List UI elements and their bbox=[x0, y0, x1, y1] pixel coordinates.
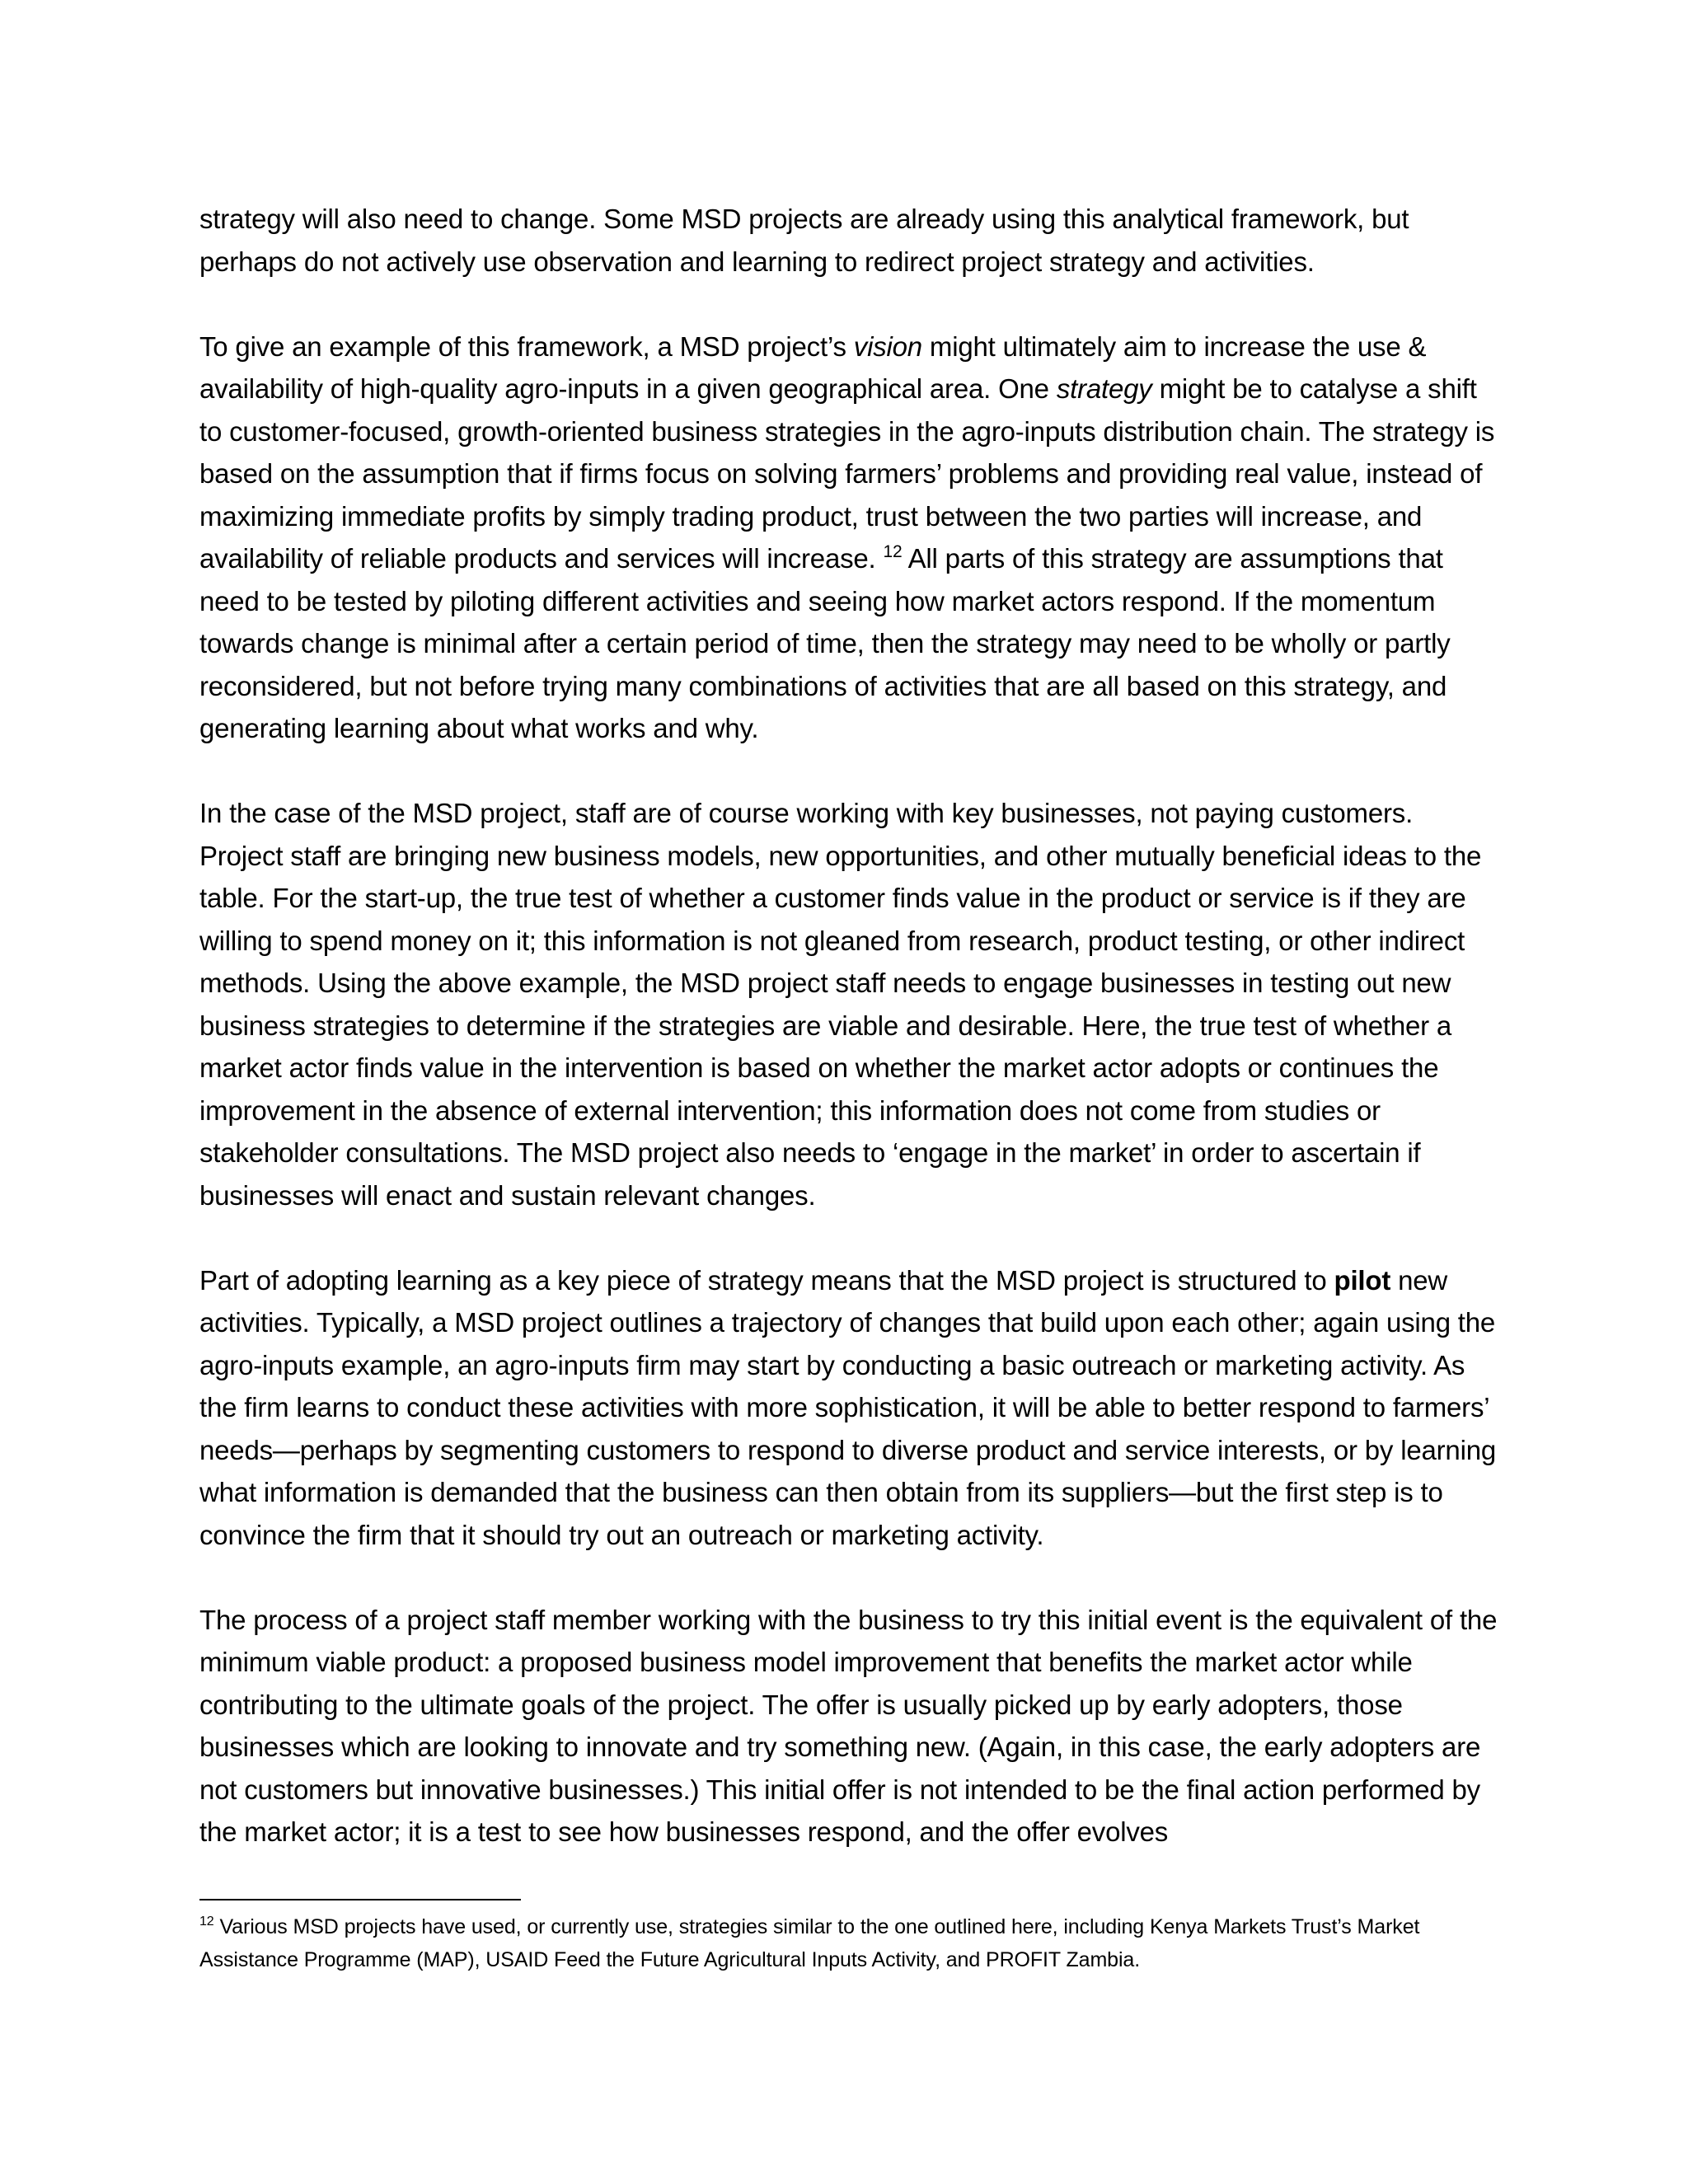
emphasis-vision: vision bbox=[853, 330, 922, 362]
footnote bbox=[199, 1910, 1502, 1976]
footnote-text: Various MSD projects have used, or currently use, strategies similar to the one outlined here, including Kenya Markets Trust’s Market Assistance Programme (MAP), USAID Feed the Future Agricultural Inputs Activity, and PROFIT Zambia. bbox=[199, 1915, 1420, 1971]
bold-pilot: pilot bbox=[1334, 1264, 1391, 1296]
body-text bbox=[199, 198, 1502, 1854]
paragraph-4: Part of adopting learning as a key piece of strategy means that the MSD project is structured to pilot new activities. Typically, a MSD project outlines a trajectory of changes that build upon each other; again using the agro-inputs example, an agro-inputs firm may start by conducting a basic outreach or marketing activity. As the firm learns to conduct these activities with more sophistication, it will be able to better respond to farmers’ needs—perhaps by segmenting customers to respond to diverse product and service interests, or by learning what information is demanded that the business can then obtain from its suppliers—but the first step is to convince the firm that it should try out an outreach or marketing activity. bbox=[199, 1264, 1497, 1550]
paragraph-3: In the case of the MSD project, staff are of course working with key businesses, not paying customers. Project staff are bringing new business models, new opportunities, and other mutually beneficial ideas to the table. For the start-up, the true test of whether a customer finds value in the product or service is if they are willing to spend money on it; this information is not gleaned from research, product testing, or other indirect methods. Using the above example, the MSD project staff needs to engage businesses in testing out new business strategies to determine if the strategies are viable and desirable. Here, the true test of whether a market actor finds value in the intervention is based on whether the market actor adopts or continues the improvement in the absence of external intervention; this information does not come from studies or stakeholder consultations. The MSD project also needs to ‘engage in the market’ in order to ascertain if businesses will enact and sustain relevant changes. bbox=[199, 798, 1482, 1211]
emphasis-strategy: strategy bbox=[1056, 373, 1152, 404]
paragraph-5: The process of a project staff member working with the business to try this initial event is the equivalent of the minimum viable product: a proposed business model improvement that benefits the market actor while contributing to the ultimate goals of the project. The offer is usually picked up by early adopters, those businesses which are looking to innovate and try something new. (Again, in this case, the early adopters are not customers but innovative businesses.) This initial offer is not intended to be the final action performed by the market actor; it is a test to see how businesses respond, and the offer evolves bbox=[199, 1604, 1498, 1847]
footnote-separator bbox=[199, 1899, 521, 1900]
footnote-mark: 12 bbox=[199, 1915, 214, 1929]
paragraph-1: strategy will also need to change. Some MSD projects are already using this analytical framework, but perhaps do not actively use observation and learning to redirect project strategy and activities. bbox=[199, 204, 1409, 277]
paragraph-2: To give an example of this framework, a MSD project’s vision might ultimately aim to increase the use & availability of high-quality agro-inputs in a given geographical area. One strategy might be to catalyse a shift to customer-focused, growth-oriented business strategies in the agro-inputs distribution chain. The strategy is based on the assumption that if firms focus on solving farmers’ problems and providing real value, instead of maximizing immediate profits by simply trading product, trust between the two parties will increase, and availability of reliable products and services will increase. $^{12}$ All parts of this strategy are assumptions that need to be tested by piloting different activities and seeing how market actors respond. If the momentum towards change is minimal after a certain period of time, then the strategy may need to be wholly or partly reconsidered, but not before trying many combinations of activities that are all based on this strategy, and generating learning about what works and why. bbox=[199, 330, 1495, 743]
footnote-reference[interactable]: 12 bbox=[883, 542, 903, 561]
